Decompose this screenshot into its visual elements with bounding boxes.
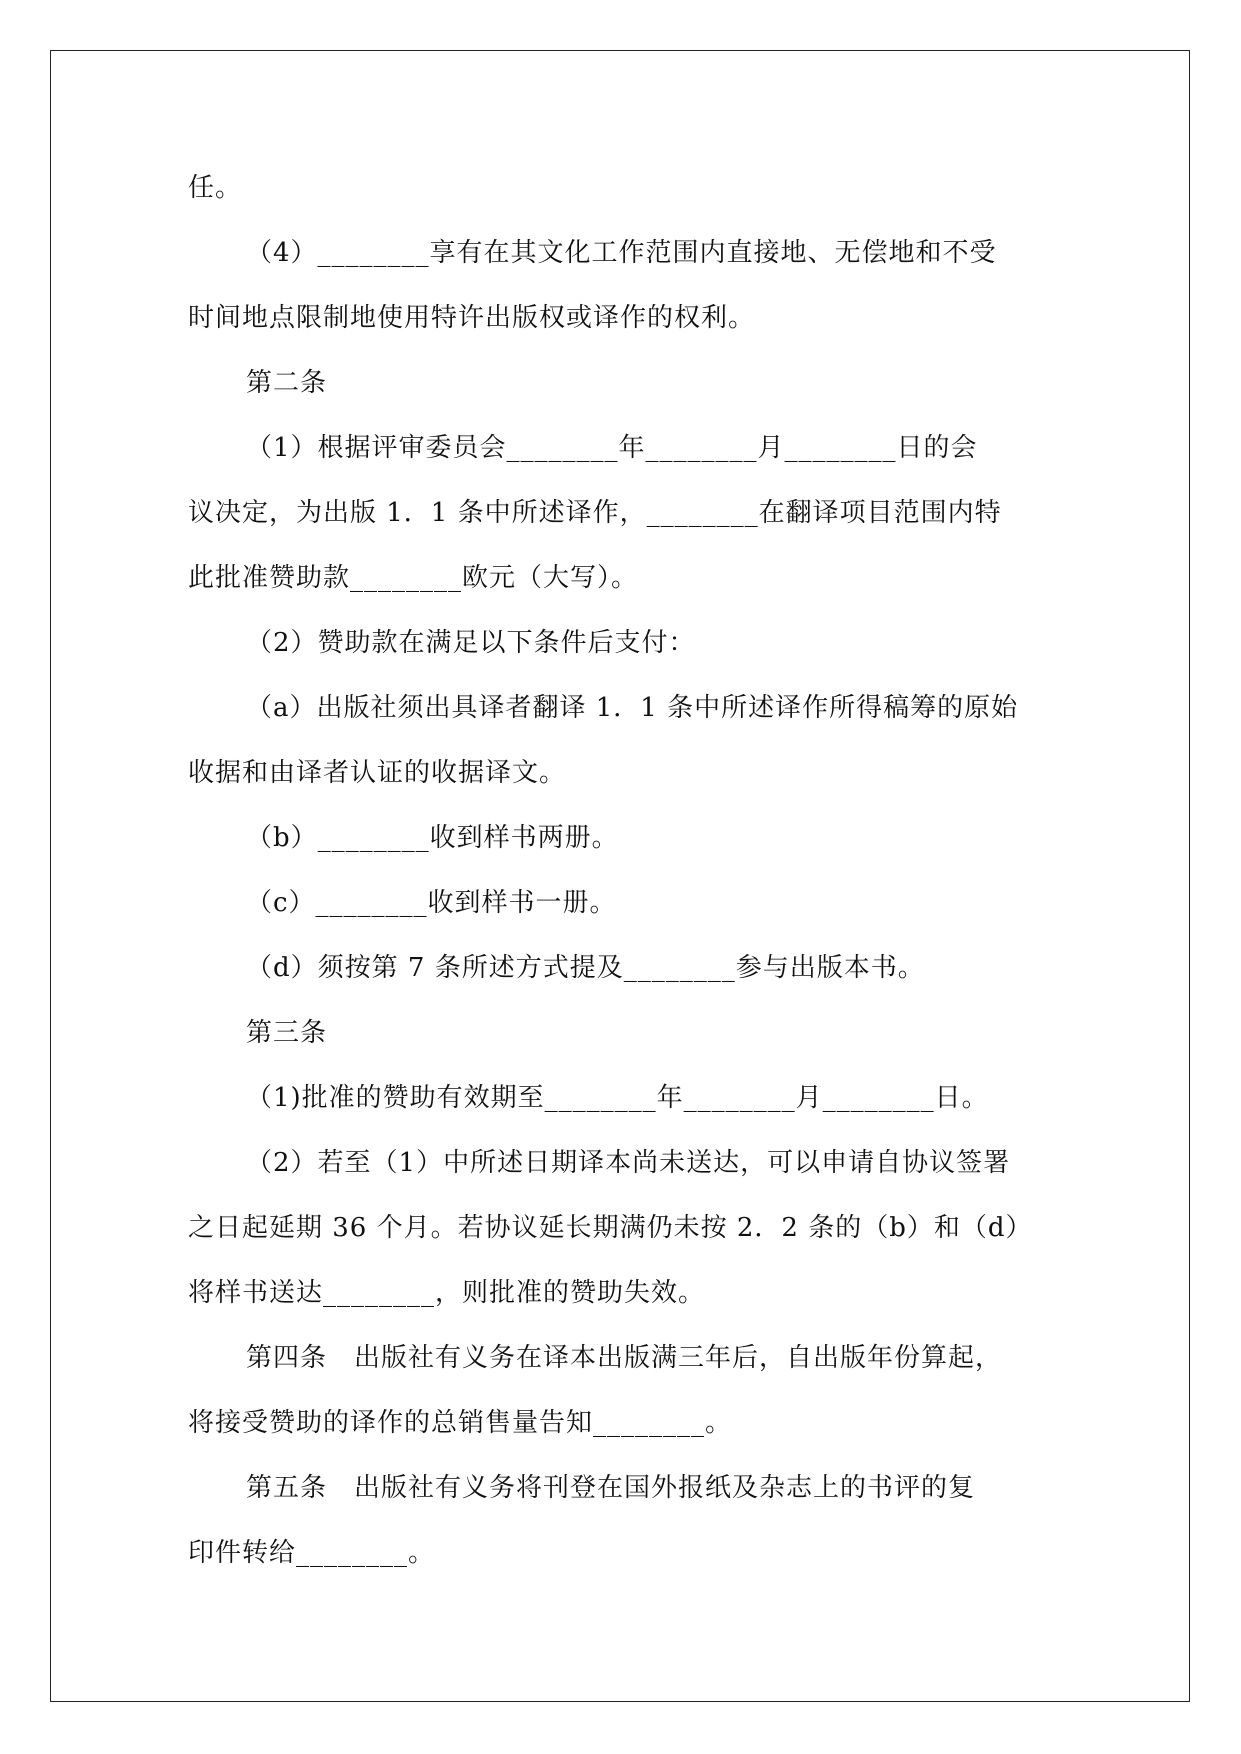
text-line: （2）若至（1）中所述日期译本尚未送达，可以申请自协议签署 <box>246 1148 1011 1178</box>
text-line: 将样书送达________，则批准的赞助失效。 <box>188 1278 706 1308</box>
text-line: 此批准赞助款________欧元（大写）。 <box>188 563 639 593</box>
text-line: 之日起延期 36 个月。若协议延长期满仍未按 2．2 条的（b）和（d） <box>188 1213 1033 1243</box>
article-heading: 第二条 <box>246 368 328 398</box>
text-line: 印件转给________。 <box>188 1538 436 1568</box>
text-line: 收据和由译者认证的收据译文。 <box>188 758 567 788</box>
text-line: （d）须按第 7 条所述方式提及________参与出版本书。 <box>246 953 925 983</box>
text-line: （1）根据评审委员会________年________月________日的会 <box>246 433 978 463</box>
text-line: （4）________享有在其文化工作范围内直接地、无偿地和不受 <box>246 238 997 268</box>
text-line: （a）出版社须出具译者翻译 1．1 条中所述译作所得稿筹的原始 <box>246 693 1019 723</box>
text-line: 第四条 出版社有义务在译本出版满三年后，自出版年份算起， <box>246 1343 1003 1373</box>
text-line: 将接受赞助的译作的总销售量告知________。 <box>188 1408 733 1438</box>
text-line: （2）赞助款在满足以下条件后支付： <box>246 628 696 658</box>
text-line: 时间地点限制地使用特许出版权或译作的权利。 <box>188 303 756 333</box>
text-line: 第五条 出版社有义务将刊登在国外报纸及杂志上的书评的复 <box>246 1473 976 1503</box>
text-line: （b）________收到样书两册。 <box>246 823 619 853</box>
text-line: 议决定，为出版 1．1 条中所述译作，________在翻译项目范围内特 <box>188 498 1002 528</box>
text-line: （1)批准的赞助有效期至________年________月________日。 <box>246 1083 989 1113</box>
text-line: （c）________收到样书一册。 <box>246 888 617 918</box>
text-line: 任。 <box>188 173 243 203</box>
article-heading: 第三条 <box>246 1018 328 1048</box>
document-body <box>188 156 1058 1586</box>
